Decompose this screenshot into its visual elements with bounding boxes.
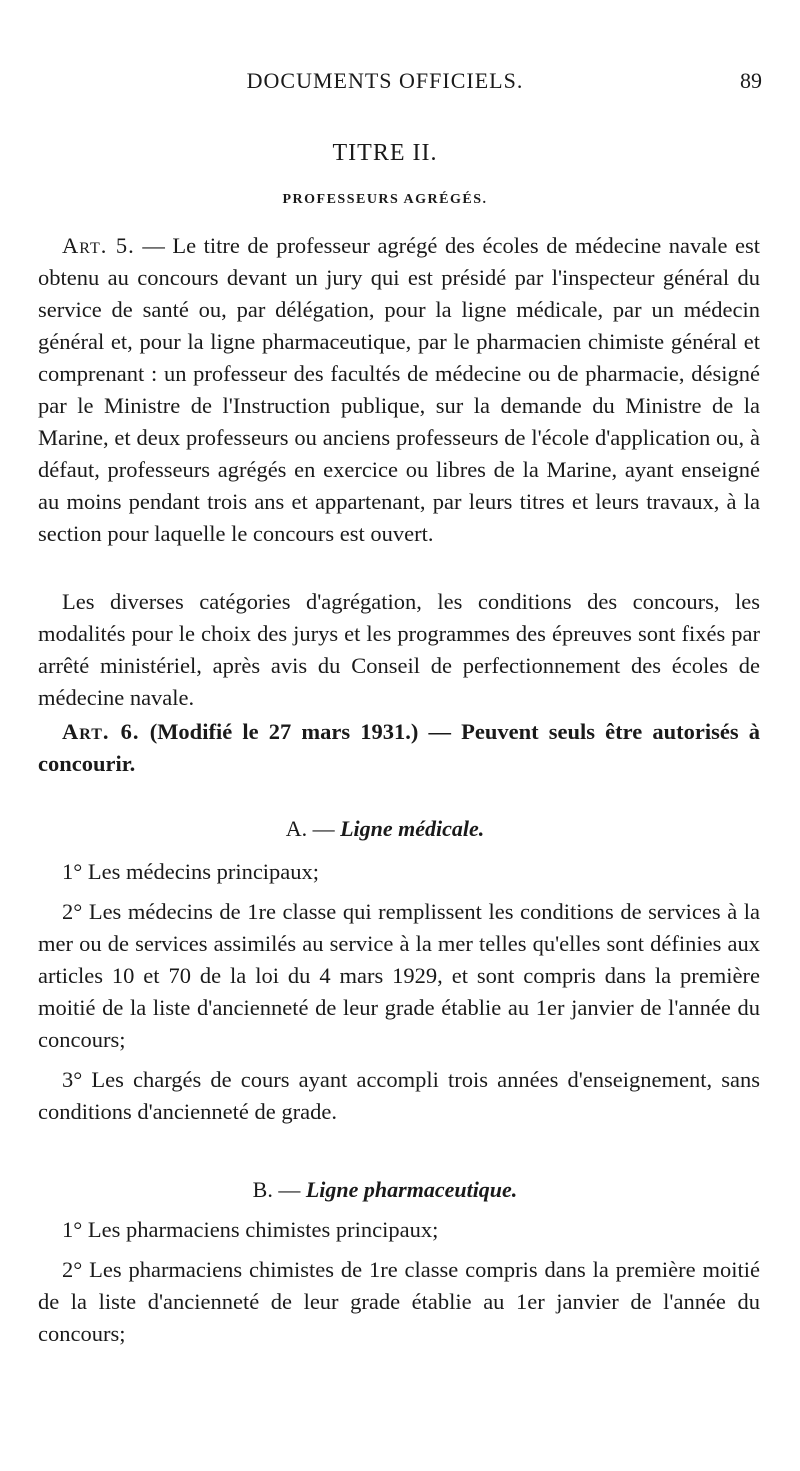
section-a-title: Ligne médicale. bbox=[340, 816, 485, 841]
section-b-list bbox=[38, 1214, 760, 1358]
article-6-text: (Modifié le 27 mars 1931.) — Peuvent seuls être autorisés à concourir. bbox=[38, 719, 760, 776]
agregation-text: Les diverses catégories d'agrégation, les conditions des concours, les modalités pour le choix des jurys et les programmes des épreuves sont fixés par arrêté ministériel, après avis du Conseil de perfectionnement des écoles de médecine navale. bbox=[38, 589, 760, 710]
section-b-prefix: B. — bbox=[252, 1177, 306, 1202]
list-item: 2° Les médecins de 1re classe qui remplissent les conditions de services à la mer ou de services assimilés au service à la mer telles qu'elles sont définies aux articles 10 et 70 de la loi du 4 mars 1929, et sont compris dans la première moitié de la liste d'ancienneté de leur grade établie au 1er janvier de l'année du concours; bbox=[38, 899, 760, 1052]
section-a-heading bbox=[0, 816, 770, 842]
section-b-heading bbox=[0, 1177, 770, 1203]
page-number: 89 bbox=[740, 68, 762, 93]
article-6-label: Art. 6. bbox=[62, 719, 140, 744]
section-b-title: Ligne pharmaceutique. bbox=[305, 1177, 518, 1202]
article-6 bbox=[38, 716, 760, 780]
agregation-paragraph bbox=[38, 586, 760, 714]
section-a-prefix: A. — bbox=[285, 816, 341, 841]
list-item: 2° Les pharmaciens chimistes de 1re classe compris dans la première moitié de la liste d'ancienneté de leur grade établie au 1er janvier de l'année du concours; bbox=[38, 1257, 760, 1346]
running-header: DOCUMENTS OFFICIELS. bbox=[246, 68, 524, 93]
list-item: 3° Les chargés de cours ayant accompli trois années d'enseignement, sans conditions d'ancienneté de grade. bbox=[38, 1067, 760, 1124]
list-item: 1° Les médecins principaux; bbox=[62, 859, 320, 884]
titre-heading: TITRE II. bbox=[332, 140, 438, 166]
section-a-list bbox=[38, 856, 760, 1136]
article-5-label: Art. 5. bbox=[62, 233, 135, 258]
section-subtitle: PROFESSEURS AGRÉGÉS. bbox=[282, 192, 488, 207]
list-item: 1° Les pharmaciens chimistes principaux; bbox=[62, 1217, 439, 1242]
article-5 bbox=[38, 230, 760, 550]
article-5-text: — Le titre de professeur agrégé des écoles de médecine navale est obtenu au concours devant un jury qui est présidé par l'inspecteur général du service de santé ou, par délégation, pour la ligne médicale, par un médecin général et, pour la ligne pharmaceutique, par le pharmacien chimiste général et comprenant : un professeur des facultés de médecine ou de pharmacie, désigné par le Ministre de l'Instruction publique, sur la demande du Ministre de la Marine, et deux professeurs ou anciens professeurs de l'école d'application ou, à défaut, professeurs agrégés en exercice ou libres de la Marine, ayant enseigné au moins pendant trois ans et appartenant, par leurs titres et leurs travaux, à la section pour laquelle le concours est ouvert. bbox=[38, 233, 761, 546]
